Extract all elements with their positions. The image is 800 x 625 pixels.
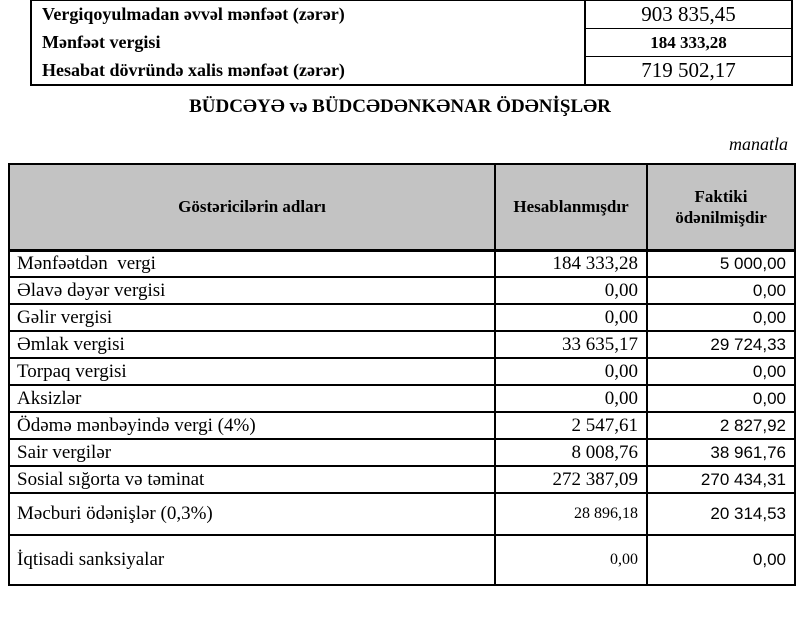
cell-indicator-name: Ödəmə mənbəyində vergi (4%)	[9, 412, 495, 439]
cell-paid-value: 0,00	[647, 277, 795, 304]
cell-paid-value: 20 314,53	[647, 493, 795, 535]
cell-accrued-value: 0,00	[495, 304, 647, 331]
summary-values-column	[584, 1, 791, 84]
table-row	[9, 277, 795, 304]
column-header-paid-label: Faktiki ödənilmişdir	[675, 186, 767, 227]
cell-accrued-value: 33 635,17	[495, 331, 647, 358]
cell-paid-value: 0,00	[647, 385, 795, 412]
cell-accrued-value: 0,00	[495, 277, 647, 304]
cell-paid-value: 270 434,31	[647, 466, 795, 493]
cell-indicator-name: İqtisadi sanksiyalar	[9, 535, 495, 585]
cell-accrued-value: 272 387,09	[495, 466, 647, 493]
summary-value-pretax-profit: 903 835,45	[586, 1, 791, 29]
table-body	[9, 250, 795, 585]
cell-indicator-name: Mənfəətdən vergi	[9, 250, 495, 277]
cell-accrued-value: 184 333,28	[495, 250, 647, 277]
cell-indicator-name: Əlavə dəyər vergisi	[9, 277, 495, 304]
cell-accrued-value: 0,00	[495, 358, 647, 385]
cell-paid-value: 2 827,92	[647, 412, 795, 439]
table-row	[9, 304, 795, 331]
column-header-accrued-label: Hesablanmışdır	[513, 197, 629, 217]
table-row	[9, 331, 795, 358]
column-header-accrued	[495, 164, 647, 250]
table-row	[9, 412, 795, 439]
table-row	[9, 358, 795, 385]
cell-paid-value: 0,00	[647, 304, 795, 331]
summary-label-profit-tax: Mənfəət vergisi	[42, 32, 161, 52]
column-header-indicator	[9, 164, 495, 250]
cell-paid-value: 38 961,76	[647, 439, 795, 466]
table-row	[9, 493, 795, 535]
cell-accrued-value: 2 547,61	[495, 412, 647, 439]
cell-indicator-name: Sair vergilər	[9, 439, 495, 466]
table-row	[9, 250, 795, 277]
summary-labels-column	[32, 1, 584, 84]
cell-accrued-value: 28 896,18	[495, 493, 647, 535]
cell-indicator-name: Əmlak vergisi	[9, 331, 495, 358]
summary-value-net-profit: 719 502,17	[641, 58, 736, 82]
cell-paid-value: 29 724,33	[647, 331, 795, 358]
table-row	[9, 385, 795, 412]
cell-indicator-name: Gəlir vergisi	[9, 304, 495, 331]
table-row	[9, 466, 795, 493]
cell-accrued-value: 0,00	[495, 535, 647, 585]
cell-accrued-value: 0,00	[495, 385, 647, 412]
header-row	[9, 164, 795, 250]
summary-label-pretax-profit: Vergiqoyulmadan əvvəl mənfəət (zərər)	[42, 4, 345, 25]
cell-indicator-name: Məcburi ödənişlər (0,3%)	[9, 493, 495, 535]
currency-unit-label: manatla	[728, 134, 788, 154]
cell-paid-value: 0,00	[647, 535, 795, 585]
summary-label-net-profit: Hesabat dövründə xalis mənfəət (zərər)	[42, 59, 345, 80]
cell-paid-value: 5 000,00	[647, 250, 795, 277]
table-row	[9, 439, 795, 466]
cell-indicator-name: Sosial sığorta və təminat	[9, 466, 495, 493]
cell-indicator-name: Torpaq vergisi	[9, 358, 495, 385]
column-header-paid	[647, 164, 795, 250]
cell-indicator-name: Aksizlər	[9, 385, 495, 412]
summary-value-profit-tax: 184 333,28	[586, 29, 791, 57]
page-title: BÜDCƏYƏ və BÜDCƏDƏNKƏNAR ÖDƏNİŞLƏR	[189, 96, 611, 117]
column-header-indicator-label: Göstəricilərin adları	[178, 196, 326, 216]
budget-payments-table	[8, 163, 796, 586]
cell-paid-value: 0,00	[647, 358, 795, 385]
cell-accrued-value: 8 008,76	[495, 439, 647, 466]
table-header	[9, 164, 795, 250]
profit-summary-table	[30, 0, 793, 86]
table-row	[9, 535, 795, 585]
